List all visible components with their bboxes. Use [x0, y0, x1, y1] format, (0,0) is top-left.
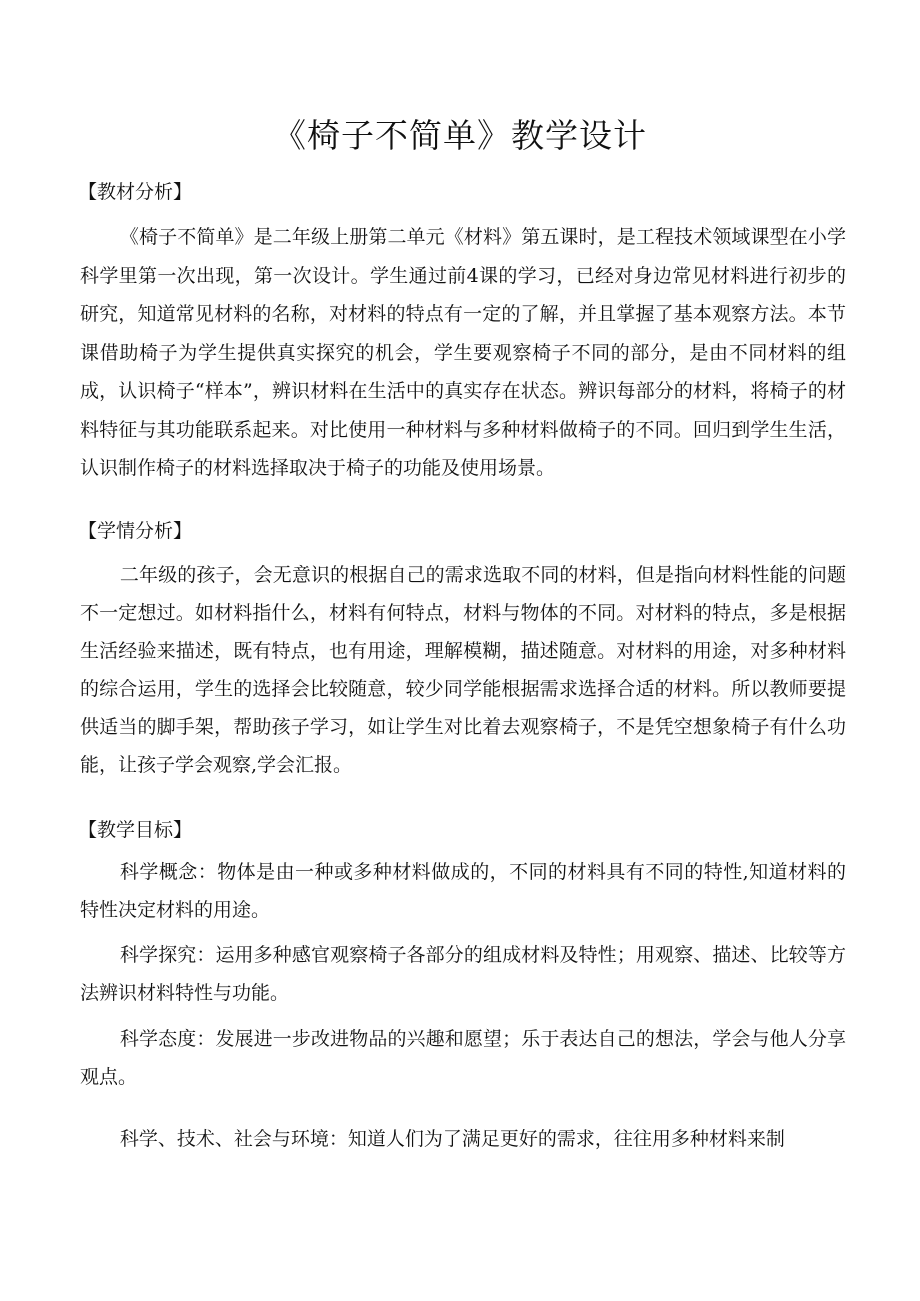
paragraph-objective-stse: 科学、技术、社会与环境：知道人们为了满足更好的需求，往往用多种材料来制 — [119, 1128, 785, 1150]
paragraph-objective-science-inquiry: 科学探究：运用多种感官观察椅子各部分的组成材料及特性；用观察、描述、比较等方法辨识材料特性与功能。 — [80, 944, 846, 1004]
paragraph-textbook-analysis: 《椅子不简单》是二年级上册第二单元《材料》第五课时，是工程技术领域课型在小学科学里第一次出现，第一次设计。学生通过前4课的学习，已经对身边常见材料进行初步的研究，知道常见材料的名称，对材料的特点有一定的了解，并且掌握了基本观察方法。本节课借助椅子为学生提供真实探究的机会，学生要观察椅子不同的部分，是由不同材料的组成，认识椅子“样本”，辨识材料在生活中的真实存在状态。辨识每部分的材料，将椅子的材料特征与其功能联系起来。对比使用一种材料与多种材料做椅子的不同。回归到学生生活，认识制作椅子的材料选择取决于椅子的功能及使用场景。 — [80, 226, 846, 479]
paragraph-learner-analysis: 二年级的孩子，会无意识的根据自己的需求选取不同的材料，但是指向材料性能的问题不一定想过。如材料指什么，材料有何特点，材料与物体的不同。对材料的特点，多是根据生活经验来描述，既有特点，也有用途，理解模糊，描述随意。对材料的用途，对多种材料的综合运用，学生的选择会比较随意，较少同学能根据需求选择合适的材料。所以教师要提供适当的脚手架，帮助孩子学习，如让学生对比着去观察椅子，不是凭空想象椅子有什么功能，让孩子学会观察,学会汇报。 — [80, 564, 846, 776]
paragraph-objective-science-attitude: 科学态度：发展进一步改进物品的兴趣和愿望；乐于表达自己的想法，学会与他人分享观点。 — [80, 1028, 846, 1088]
section-heading-textbook-analysis: 【教材分析】 — [78, 181, 193, 203]
paragraph-objective-science-concept: 科学概念：物体是由一种或多种材料做成的，不同的材料具有不同的特性,知道材料的特性决定材料的用途。 — [80, 861, 846, 921]
document-title: 《椅子不简单》教学设计 — [273, 116, 647, 155]
section-heading-teaching-objectives: 【教学目标】 — [78, 819, 193, 841]
section-heading-learner-analysis: 【学情分析】 — [78, 520, 193, 542]
